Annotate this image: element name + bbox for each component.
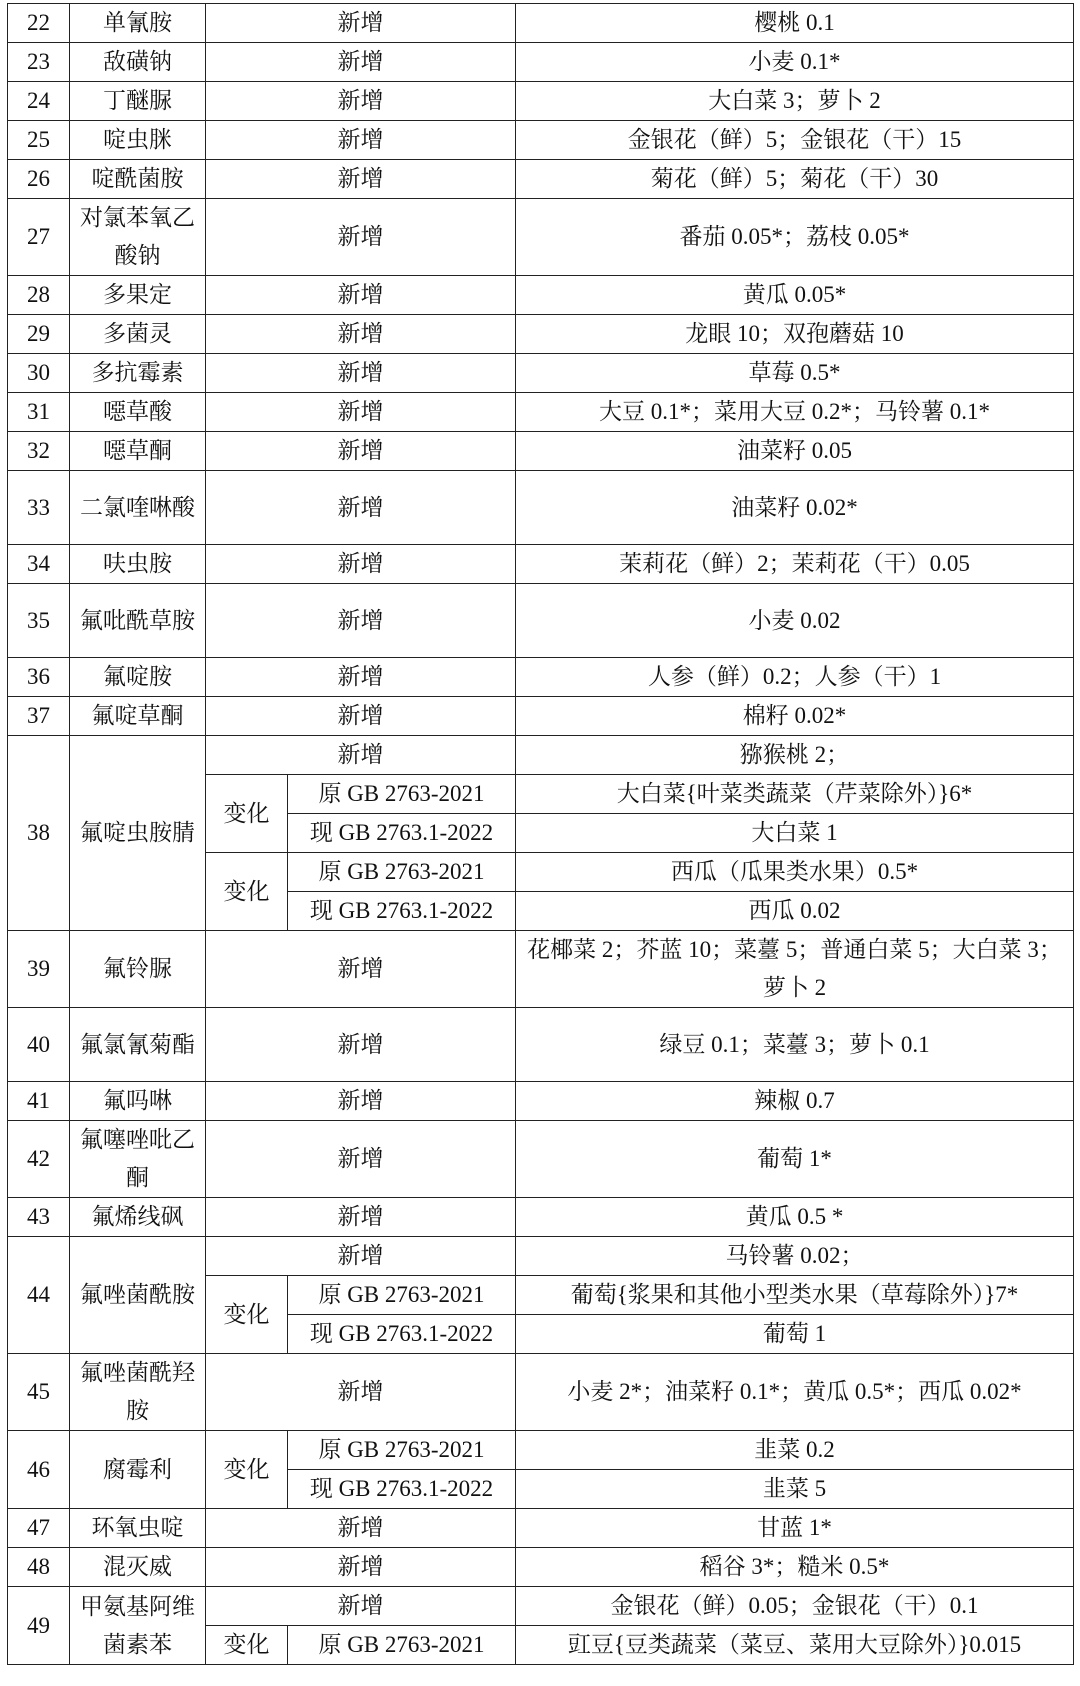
pesticide-name: 氟氯氰菊酯	[70, 1008, 206, 1082]
pesticide-name: 多抗霉素	[70, 354, 206, 393]
table-row	[8, 931, 1074, 1008]
limit-value: 茉莉花（鲜）2；茉莉花（干）0.05	[516, 545, 1074, 584]
change-type: 新增	[206, 1237, 516, 1276]
row-number: 45	[8, 1354, 70, 1431]
residue-limit-table	[7, 3, 1074, 1665]
table-row	[8, 121, 1074, 160]
pesticide-name: 腐霉利	[70, 1431, 206, 1509]
limit-value: 棉籽 0.02*	[516, 697, 1074, 736]
new-standard: 现 GB 2763.1-2022	[288, 1315, 516, 1354]
row-number: 26	[8, 160, 70, 199]
change-label: 变化	[206, 1626, 288, 1665]
pesticide-name: 氟铃脲	[70, 931, 206, 1008]
table-body	[8, 4, 1074, 1665]
row-number: 44	[8, 1237, 70, 1354]
table-row	[8, 393, 1074, 432]
change-type: 新增	[206, 160, 516, 199]
row-number: 32	[8, 432, 70, 471]
pesticide-name: 多菌灵	[70, 315, 206, 354]
pesticide-name: 多果定	[70, 276, 206, 315]
pesticide-name: 二氯喹啉酸	[70, 471, 206, 545]
row-number: 43	[8, 1198, 70, 1237]
change-type: 新增	[206, 545, 516, 584]
change-label: 变化	[206, 1276, 288, 1354]
table-row	[8, 1198, 1074, 1237]
limit-value: 油菜籽 0.02*	[516, 471, 1074, 545]
row-number: 35	[8, 584, 70, 658]
pesticide-name: 氟唑菌酰羟胺	[70, 1354, 206, 1431]
pesticide-name: 噁草酮	[70, 432, 206, 471]
row-number: 30	[8, 354, 70, 393]
limit-value: 黄瓜 0.05*	[516, 276, 1074, 315]
old-limit-value: 韭菜 0.2	[516, 1431, 1074, 1470]
row-number: 49	[8, 1587, 70, 1665]
limit-value: 人参（鲜）0.2；人参（干）1	[516, 658, 1074, 697]
limit-value: 葡萄 1*	[516, 1121, 1074, 1198]
row-number: 28	[8, 276, 70, 315]
change-type: 新增	[206, 82, 516, 121]
table-row	[8, 276, 1074, 315]
pesticide-name: 氟吡酰草胺	[70, 584, 206, 658]
new-limit-value: 大白菜 1	[516, 814, 1074, 853]
pesticide-name: 呋虫胺	[70, 545, 206, 584]
limit-value: 花椰菜 2；芥蓝 10；菜薹 5；普通白菜 5；大白菜 3；萝卜 2	[516, 931, 1074, 1008]
row-number: 29	[8, 315, 70, 354]
table-row	[8, 658, 1074, 697]
new-standard: 现 GB 2763.1-2022	[288, 892, 516, 931]
limit-value: 猕猴桃 2；	[516, 736, 1074, 775]
row-number: 46	[8, 1431, 70, 1509]
change-label: 变化	[206, 775, 288, 853]
change-label: 变化	[206, 1431, 288, 1509]
table-row	[8, 199, 1074, 276]
pesticide-name: 氟啶草酮	[70, 697, 206, 736]
limit-value: 金银花（鲜）0.05；金银花（干）0.1	[516, 1587, 1074, 1626]
change-type: 新增	[206, 1587, 516, 1626]
table-row	[8, 160, 1074, 199]
table-row	[8, 1082, 1074, 1121]
table-row	[8, 1548, 1074, 1587]
table-row	[8, 1008, 1074, 1082]
change-type: 新增	[206, 1354, 516, 1431]
change-type: 新增	[206, 931, 516, 1008]
pesticide-name: 敌磺钠	[70, 43, 206, 82]
pesticide-name: 单氰胺	[70, 4, 206, 43]
pesticide-name: 混灭威	[70, 1548, 206, 1587]
row-number: 42	[8, 1121, 70, 1198]
change-type: 新增	[206, 1082, 516, 1121]
limit-value: 甘蓝 1*	[516, 1509, 1074, 1548]
new-limit-value: 西瓜 0.02	[516, 892, 1074, 931]
change-type: 新增	[206, 471, 516, 545]
pesticide-name: 氟啶虫胺腈	[70, 736, 206, 931]
new-limit-value: 葡萄 1	[516, 1315, 1074, 1354]
change-type: 新增	[206, 315, 516, 354]
table-row	[8, 697, 1074, 736]
table-row	[8, 82, 1074, 121]
row-number: 33	[8, 471, 70, 545]
limit-value: 辣椒 0.7	[516, 1082, 1074, 1121]
pesticide-name: 啶酰菌胺	[70, 160, 206, 199]
limit-value: 龙眼 10；双孢蘑菇 10	[516, 315, 1074, 354]
row-number: 22	[8, 4, 70, 43]
pesticide-name: 氟吗啉	[70, 1082, 206, 1121]
row-number: 31	[8, 393, 70, 432]
limit-value: 小麦 2*；油菜籽 0.1*；黄瓜 0.5*；西瓜 0.02*	[516, 1354, 1074, 1431]
row-number: 38	[8, 736, 70, 931]
table-row	[8, 432, 1074, 471]
change-type: 新增	[206, 121, 516, 160]
row-number: 25	[8, 121, 70, 160]
pesticide-name: 氟噻唑吡乙酮	[70, 1121, 206, 1198]
table-row	[8, 315, 1074, 354]
new-limit-value: 韭菜 5	[516, 1470, 1074, 1509]
row-number: 40	[8, 1008, 70, 1082]
old-standard: 原 GB 2763-2021	[288, 1276, 516, 1315]
table-row	[8, 1431, 1074, 1470]
change-type: 新增	[206, 393, 516, 432]
pesticide-name: 噁草酸	[70, 393, 206, 432]
old-limit-value: 葡萄{浆果和其他小型类水果（草莓除外）}7*	[516, 1276, 1074, 1315]
row-number: 47	[8, 1509, 70, 1548]
limit-value: 小麦 0.1*	[516, 43, 1074, 82]
old-limit-value: 大白菜{叶菜类蔬菜（芹菜除外）}6*	[516, 775, 1074, 814]
table-row	[8, 471, 1074, 545]
old-standard: 原 GB 2763-2021	[288, 853, 516, 892]
change-type: 新增	[206, 697, 516, 736]
table-row	[8, 4, 1074, 43]
table-row	[8, 1121, 1074, 1198]
change-type: 新增	[206, 354, 516, 393]
change-label: 变化	[206, 853, 288, 931]
row-number: 41	[8, 1082, 70, 1121]
old-limit-value: 西瓜（瓜果类水果）0.5*	[516, 853, 1074, 892]
table-row	[8, 354, 1074, 393]
change-type: 新增	[206, 43, 516, 82]
pesticide-name: 对氯苯氧乙酸钠	[70, 199, 206, 276]
table-row	[8, 584, 1074, 658]
change-type: 新增	[206, 1008, 516, 1082]
change-type: 新增	[206, 658, 516, 697]
table-row	[8, 1237, 1074, 1276]
table-row	[8, 1509, 1074, 1548]
change-type: 新增	[206, 4, 516, 43]
pesticide-name: 丁醚脲	[70, 82, 206, 121]
limit-value: 油菜籽 0.05	[516, 432, 1074, 471]
old-standard: 原 GB 2763-2021	[288, 1431, 516, 1470]
row-number: 34	[8, 545, 70, 584]
change-type: 新增	[206, 1509, 516, 1548]
old-standard: 原 GB 2763-2021	[288, 775, 516, 814]
limit-value: 草莓 0.5*	[516, 354, 1074, 393]
row-number: 27	[8, 199, 70, 276]
limit-value: 大白菜 3；萝卜 2	[516, 82, 1074, 121]
limit-value: 马铃薯 0.02；	[516, 1237, 1074, 1276]
pesticide-name: 氟烯线砜	[70, 1198, 206, 1237]
table-row	[8, 545, 1074, 584]
table-row	[8, 736, 1074, 775]
table-row	[8, 1587, 1074, 1626]
change-type: 新增	[206, 276, 516, 315]
pesticide-name: 啶虫脒	[70, 121, 206, 160]
change-type: 新增	[206, 1548, 516, 1587]
limit-value: 大豆 0.1*；菜用大豆 0.2*；马铃薯 0.1*	[516, 393, 1074, 432]
limit-value: 番茄 0.05*；荔枝 0.05*	[516, 199, 1074, 276]
new-standard: 现 GB 2763.1-2022	[288, 814, 516, 853]
change-type: 新增	[206, 432, 516, 471]
row-number: 48	[8, 1548, 70, 1587]
change-type: 新增	[206, 1121, 516, 1198]
limit-value: 黄瓜 0.5 *	[516, 1198, 1074, 1237]
limit-value: 小麦 0.02	[516, 584, 1074, 658]
limit-value: 菊花（鲜）5；菊花（干）30	[516, 160, 1074, 199]
row-number: 36	[8, 658, 70, 697]
row-number: 39	[8, 931, 70, 1008]
row-number: 24	[8, 82, 70, 121]
limit-value: 金银花（鲜）5；金银花（干）15	[516, 121, 1074, 160]
change-type: 新增	[206, 199, 516, 276]
limit-value: 绿豆 0.1；菜薹 3；萝卜 0.1	[516, 1008, 1074, 1082]
change-type: 新增	[206, 736, 516, 775]
change-type: 新增	[206, 584, 516, 658]
old-limit-value: 豇豆{豆类蔬菜（菜豆、菜用大豆除外）}0.015	[516, 1626, 1074, 1665]
pesticide-name: 环氧虫啶	[70, 1509, 206, 1548]
pesticide-name: 氟啶胺	[70, 658, 206, 697]
limit-value: 樱桃 0.1	[516, 4, 1074, 43]
table-row	[8, 43, 1074, 82]
old-standard: 原 GB 2763-2021	[288, 1626, 516, 1665]
change-type: 新增	[206, 1198, 516, 1237]
pesticide-name: 甲氨基阿维菌素苯	[70, 1587, 206, 1665]
row-number: 37	[8, 697, 70, 736]
new-standard: 现 GB 2763.1-2022	[288, 1470, 516, 1509]
table-row	[8, 1354, 1074, 1431]
limit-value: 稻谷 3*；糙米 0.5*	[516, 1548, 1074, 1587]
row-number: 23	[8, 43, 70, 82]
pesticide-name: 氟唑菌酰胺	[70, 1237, 206, 1354]
